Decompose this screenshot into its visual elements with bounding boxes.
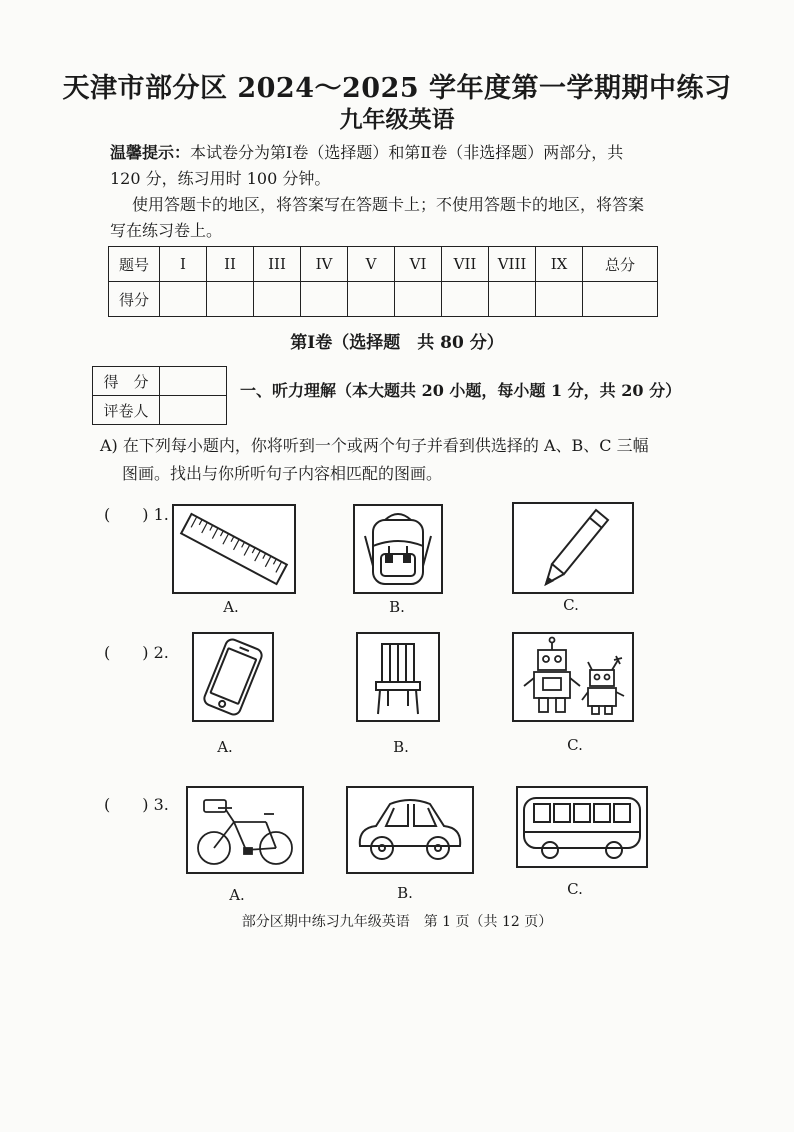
option-picture-b[interactable] (353, 504, 443, 594)
pencil-icon (514, 504, 632, 592)
partA-line-1: A) 在下列每小题内，你将听到一个或两个句子并看到供选择的 A、B、C 三幅 (100, 436, 649, 455)
notice-line-1: 温馨提示：本试卷分为第Ⅰ卷（选择题）和第Ⅱ卷（非选择题）两部分，共 (110, 143, 624, 162)
score-cell[interactable] (254, 282, 301, 317)
option-picture-a[interactable] (172, 504, 296, 594)
notice-line-4: 写在练习卷上。 (110, 221, 223, 240)
option-label-b: B. (393, 738, 409, 756)
score-table-col: IX (536, 247, 583, 282)
option-label-b: B. (389, 598, 405, 616)
grader-name-label: 评卷人 (93, 396, 160, 425)
score-table-col: V (348, 247, 395, 282)
notice-label: 温馨提示： (110, 143, 191, 162)
option-picture-a[interactable] (186, 786, 304, 874)
option-picture-c[interactable] (516, 786, 648, 868)
option-label-a: A. (229, 886, 245, 904)
option-label-b: B. (397, 884, 413, 902)
score-table-header-row (109, 247, 658, 282)
page-footer: 部分区期中练习九年级英语 第 1 页（共 12 页） (241, 914, 553, 930)
question-number: ( ) 1. (104, 505, 169, 524)
page-subtitle: 九年级英语 (339, 106, 455, 133)
phone-icon (194, 634, 272, 720)
score-cell[interactable] (395, 282, 442, 317)
score-cell[interactable] (489, 282, 536, 317)
score-table-row1-label: 题号 (109, 247, 160, 282)
robot-icon (514, 634, 632, 720)
grader-name-cell[interactable] (160, 396, 227, 425)
grader-score-cell[interactable] (160, 367, 227, 396)
option-picture-b[interactable] (356, 632, 440, 722)
score-table-col: VII (442, 247, 489, 282)
score-cell[interactable] (442, 282, 489, 317)
score-cell-total[interactable] (583, 282, 658, 317)
score-table (108, 246, 658, 317)
option-picture-c[interactable] (512, 632, 634, 722)
option-label-c: C. (567, 736, 583, 754)
chair-icon (358, 634, 438, 720)
bicycle-icon (188, 788, 302, 872)
score-cell[interactable] (301, 282, 348, 317)
bus-icon (518, 788, 646, 866)
score-table-score-row (109, 282, 658, 317)
option-label-c: C. (567, 880, 583, 898)
part1-title: 一、听力理解（本大题共 20 小题，每小题 1 分，共 20 分） (240, 381, 682, 400)
score-cell[interactable] (536, 282, 583, 317)
page-title: 天津市部分区 2024～2025 学年度第一学期期中练习 (62, 73, 732, 104)
notice-line-3: 使用答题卡的地区，将答案写在答题卡上；不使用答题卡的地区，将答案 (132, 195, 645, 214)
score-table-col: VI (395, 247, 442, 282)
ruler-icon (174, 506, 294, 592)
option-label-a: A. (223, 598, 239, 616)
score-table-col: II (207, 247, 254, 282)
car-icon (348, 788, 472, 872)
score-cell[interactable] (160, 282, 207, 317)
grader-score-label: 得 分 (93, 367, 160, 396)
backpack-icon (355, 506, 441, 592)
score-table-col-total: 总分 (583, 247, 658, 282)
score-table-col: I (160, 247, 207, 282)
option-picture-a[interactable] (192, 632, 274, 722)
score-table-col: IV (301, 247, 348, 282)
section-title: 第Ⅰ卷（选择题 共 80 分） (290, 333, 504, 353)
partA-line-2: 图画。找出与你所听句子内容相匹配的图画。 (122, 464, 443, 483)
score-cell[interactable] (348, 282, 395, 317)
grader-table (92, 366, 227, 425)
score-table-row2-label: 得分 (109, 282, 160, 317)
option-label-a: A. (217, 738, 233, 756)
score-cell[interactable] (207, 282, 254, 317)
option-label-c: C. (563, 596, 579, 614)
score-table-col: III (254, 247, 301, 282)
question-number: ( ) 3. (104, 795, 169, 814)
option-picture-c[interactable] (512, 502, 634, 594)
score-table-col: VIII (489, 247, 536, 282)
question-number: ( ) 2. (104, 643, 169, 662)
option-picture-b[interactable] (346, 786, 474, 874)
notice-line-2: 120 分，练习用时 100 分钟。 (110, 169, 331, 188)
